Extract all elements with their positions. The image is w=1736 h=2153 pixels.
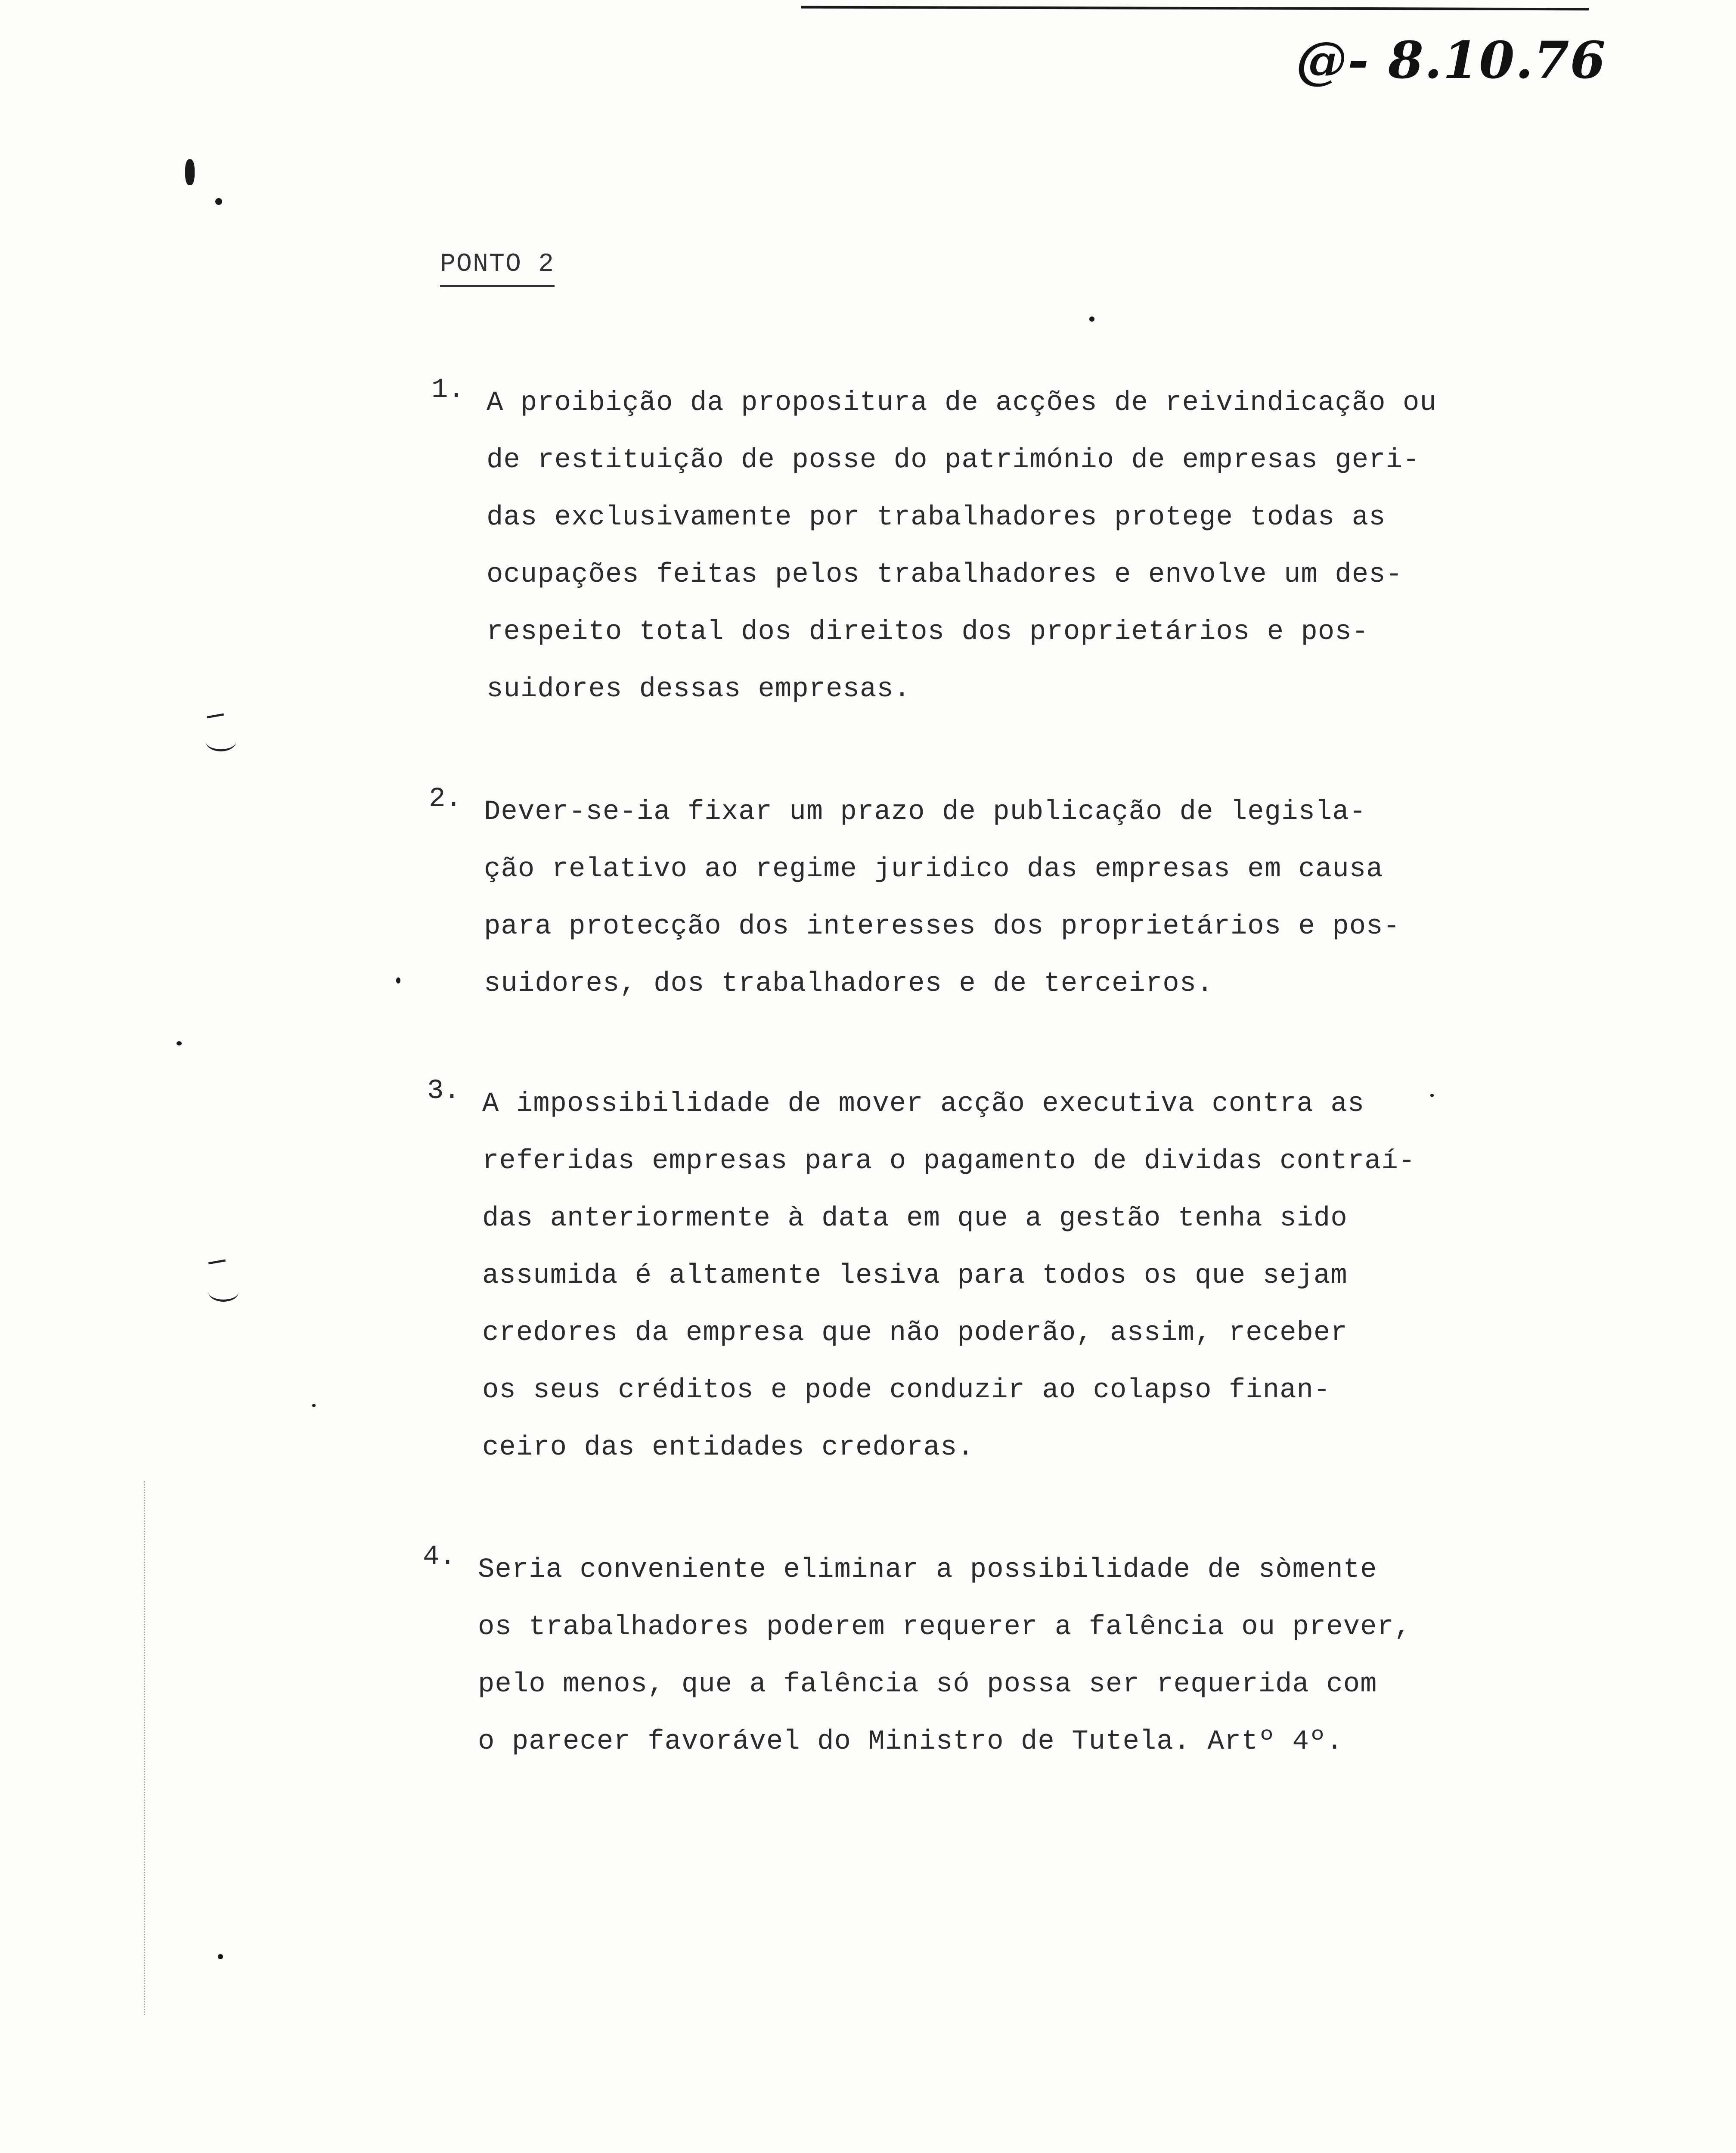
margin-mark bbox=[207, 714, 224, 719]
margin-mark bbox=[206, 732, 236, 751]
item-line: para protecção dos interesses dos proprietários e pos- bbox=[484, 911, 1400, 942]
page-heading: PONTO 2 bbox=[440, 250, 555, 287]
list-item bbox=[423, 1542, 1533, 1771]
item-line: ocupações feitas pelos trabalhadores e envolve um des- bbox=[487, 559, 1403, 590]
top-rule bbox=[801, 6, 1589, 11]
item-number: 4. bbox=[423, 1542, 456, 1573]
item-line: A proibição da propositura de acções de reivindicação ou bbox=[487, 388, 1437, 419]
item-number: 3. bbox=[427, 1076, 460, 1107]
item-line: o parecer favorável do Ministro de Tutela. Artº 4º. bbox=[478, 1726, 1343, 1757]
item-line: A impossibilidade de mover acção executiva contra as bbox=[482, 1089, 1365, 1120]
item-line: pelo menos, que a falência só possa ser requerida com bbox=[478, 1669, 1377, 1700]
speck bbox=[177, 1041, 182, 1045]
item-line: referidas empresas para o pagamento de dividas contraí- bbox=[482, 1146, 1416, 1177]
item-number: 2. bbox=[429, 784, 462, 815]
item-line: respeito total dos direitos dos proprietários e pos- bbox=[487, 617, 1369, 648]
item-line: de restituição de posse do património de empresas geri- bbox=[487, 445, 1420, 476]
item-line: os trabalhadores poderem requerer a falência ou prever, bbox=[478, 1612, 1411, 1643]
item-line: das anteriormente à data em que a gestão tenha sido bbox=[482, 1203, 1348, 1234]
list-item bbox=[431, 375, 1541, 718]
margin-dotted-line bbox=[144, 1481, 145, 2015]
item-line: ceiro das entidades credoras. bbox=[482, 1432, 974, 1463]
speck bbox=[312, 1404, 316, 1407]
item-line: credores da empresa que não poderão, assim, receber bbox=[482, 1318, 1348, 1349]
item-line: suidores, dos trabalhadores e de terceiros. bbox=[484, 968, 1214, 999]
item-line: assumida é altamente lesiva para todos os que sejam bbox=[482, 1260, 1348, 1291]
item-line: os seus créditos e pode conduzir ao colapso finan- bbox=[482, 1375, 1331, 1406]
handwritten-date: @- 8.10.76 bbox=[1296, 30, 1606, 90]
speck bbox=[218, 1954, 223, 1959]
speck bbox=[1089, 316, 1094, 322]
margin-mark bbox=[208, 1282, 239, 1302]
margin-mark bbox=[208, 1260, 226, 1265]
margin-mark bbox=[185, 159, 195, 185]
item-number: 1. bbox=[431, 375, 465, 406]
margin-mark bbox=[215, 198, 222, 205]
list-item bbox=[429, 784, 1539, 1013]
item-line: suidores dessas empresas. bbox=[487, 674, 911, 705]
item-line: Dever-se-ia fixar um prazo de publicação de legisla- bbox=[484, 797, 1367, 828]
item-line: das exclusivamente por trabalhadores protege todas as bbox=[487, 502, 1386, 533]
item-line: ção relativo ao regime juridico das empresas em causa bbox=[484, 854, 1383, 885]
speck bbox=[396, 977, 400, 983]
list-item bbox=[427, 1076, 1537, 1477]
item-line: Seria conveniente eliminar a possibilidade de sòmente bbox=[478, 1554, 1377, 1585]
